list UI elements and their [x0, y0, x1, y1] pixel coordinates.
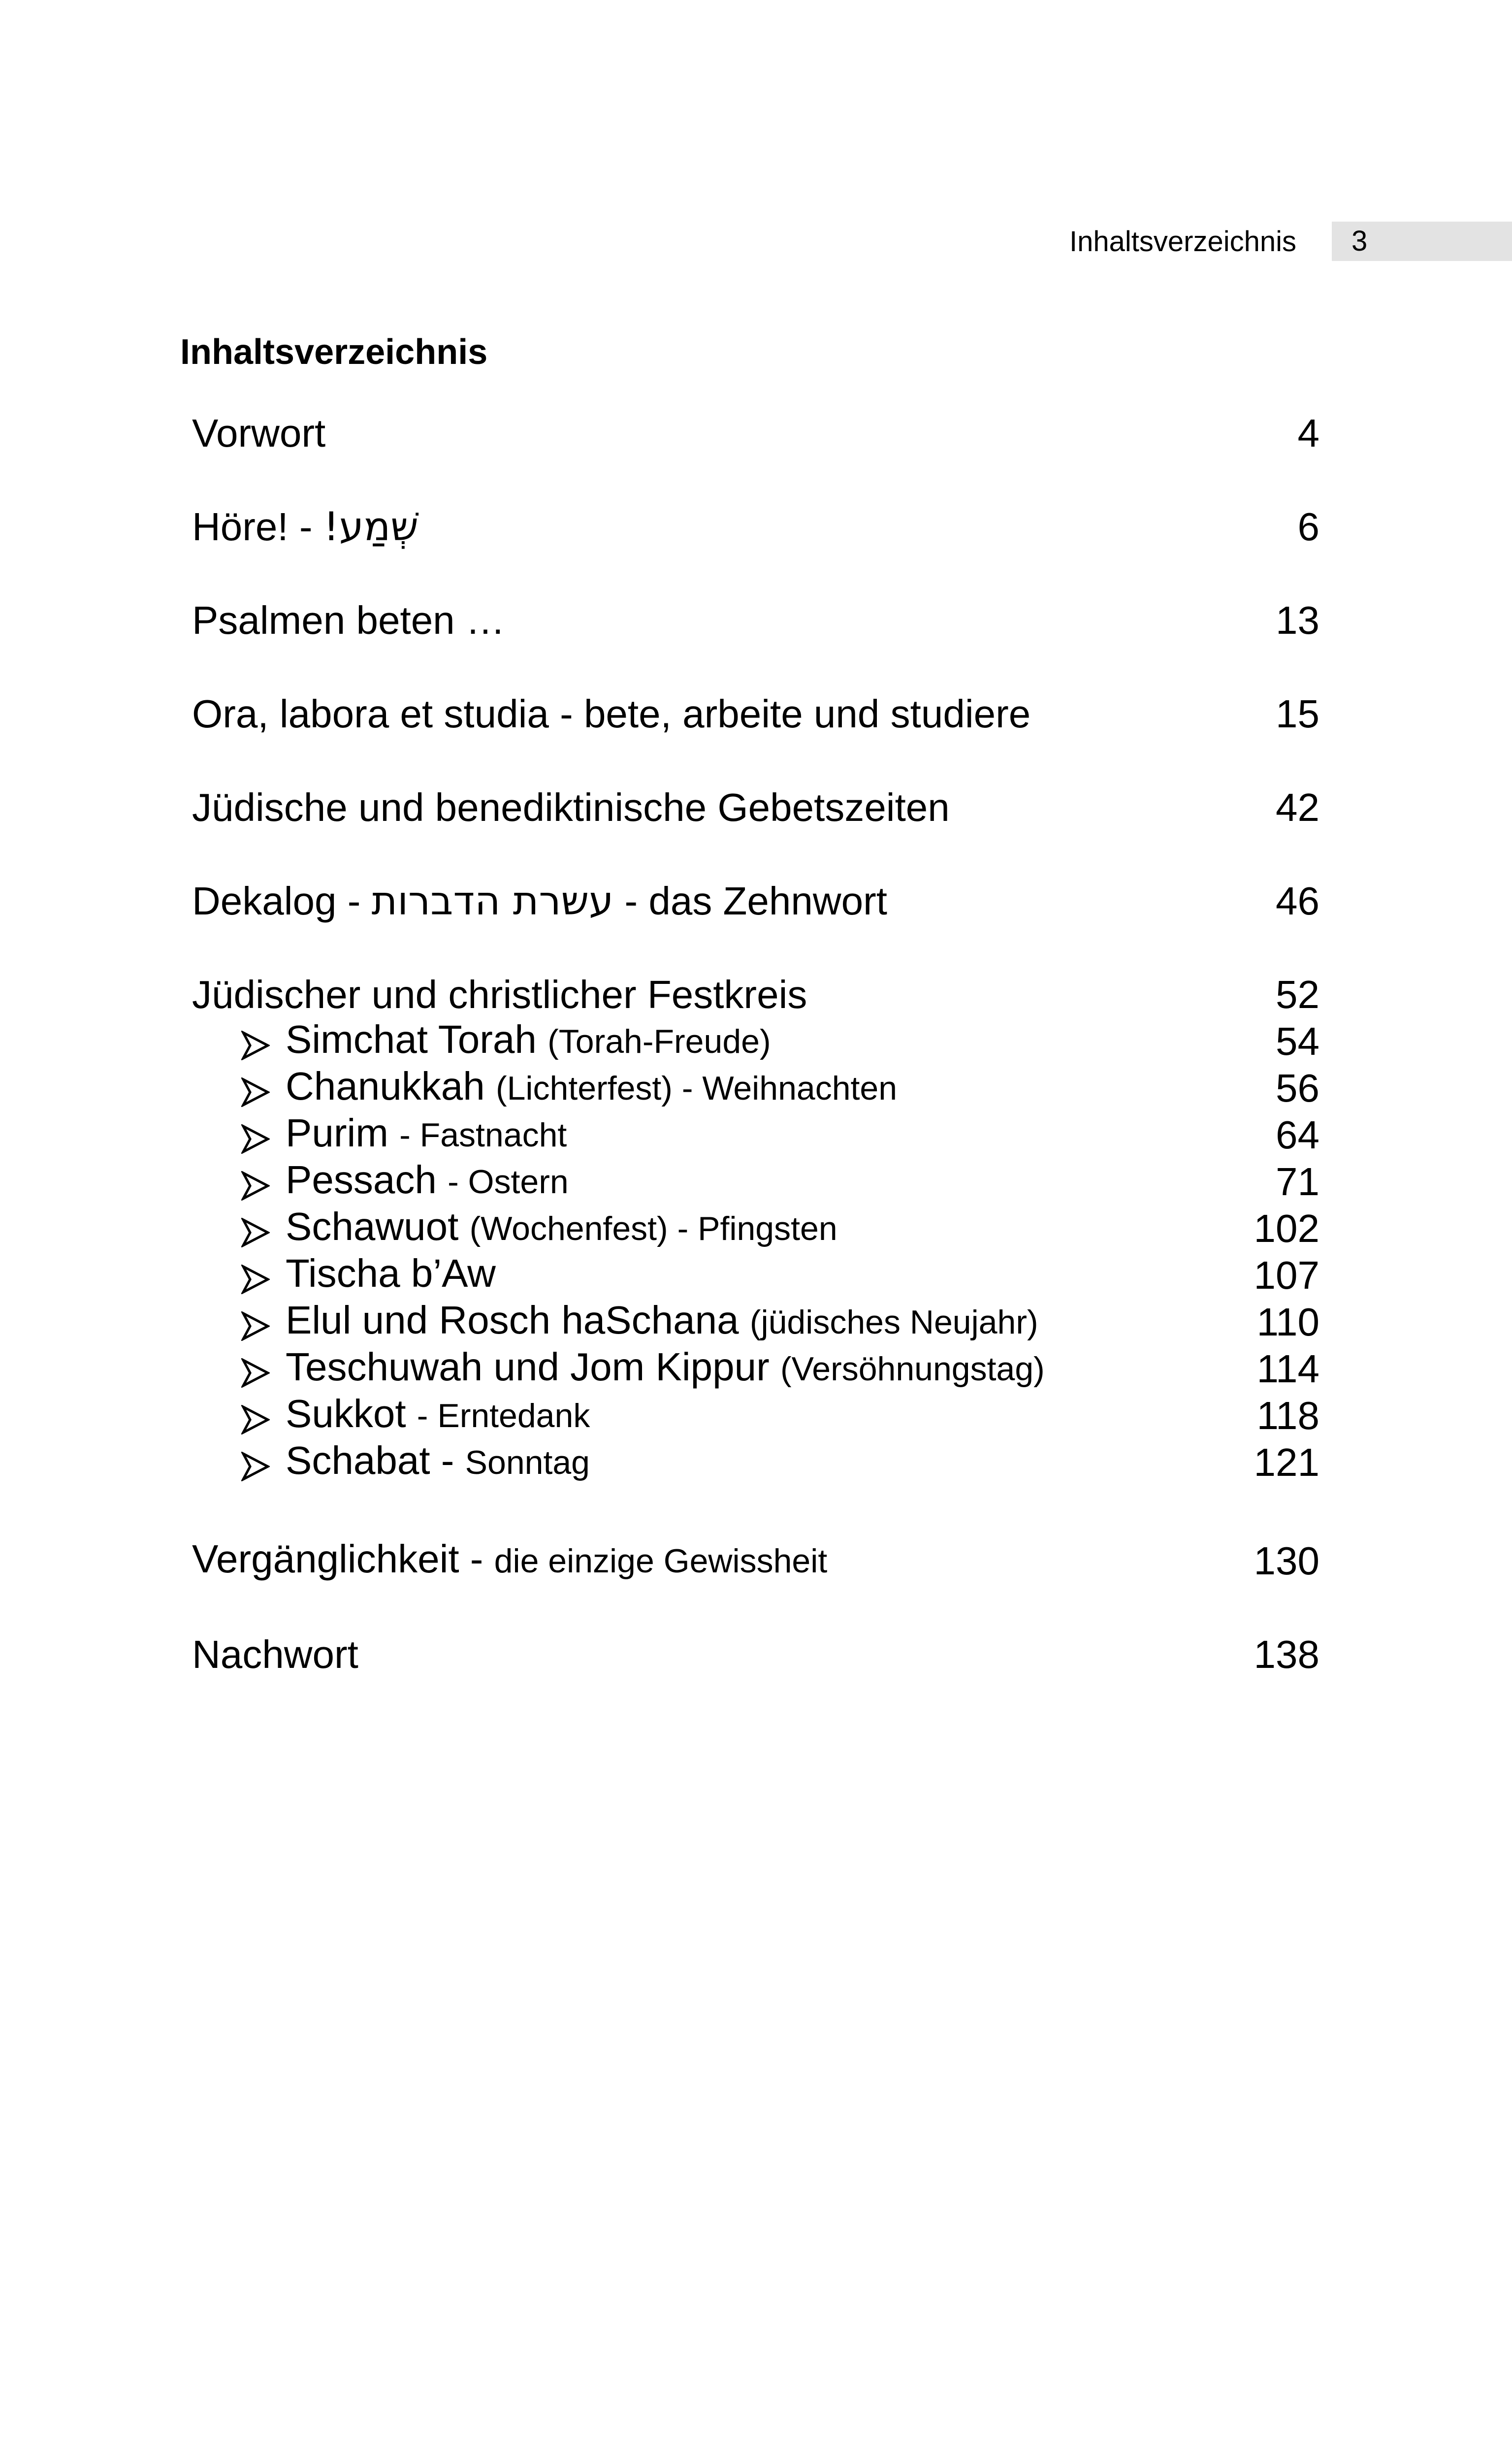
toc-subentry-page: 121	[1254, 1440, 1319, 1484]
toc-entry-page: 13	[1276, 598, 1319, 642]
arrowhead-bullet-icon	[241, 1124, 270, 1154]
toc-entry-title: Höre! - שְׁמַע!	[192, 504, 418, 550]
running-header-title: Inhaltsverzeichnis	[1069, 226, 1296, 258]
toc-subentry-page: 64	[1276, 1113, 1319, 1157]
toc-entry-title: Jüdische und benediktinische Gebetszeiten	[192, 785, 950, 829]
toc-subentry-page: 56	[1276, 1066, 1319, 1110]
toc-entry-title: Dekalog - עשרת הדברות - das Zehnwort	[192, 878, 888, 924]
toc-subentry-title: Simchat Torah (Torah-Freude)	[286, 1017, 771, 1061]
toc-entry-gebetszeiten[interactable]	[192, 785, 1319, 837]
arrowhead-bullet-icon	[241, 1031, 270, 1060]
toc-heading: Inhaltsverzeichnis	[180, 332, 488, 372]
toc-subentry-title: Chanukkah (Lichterfest) - Weihnachten	[286, 1064, 898, 1108]
toc-entry-page: 15	[1276, 692, 1319, 736]
hebrew-text: שְׁמַע!	[323, 504, 418, 550]
toc-subentry-title: Schabat - Sonntag	[286, 1438, 590, 1482]
toc-subentry-page: 54	[1276, 1019, 1319, 1063]
toc-subentry-title: Purim - Fastnacht	[286, 1111, 567, 1155]
toc-subentry-page: 118	[1256, 1394, 1319, 1437]
arrowhead-bullet-icon	[241, 1452, 270, 1481]
toc-subentry-title: Elul und Rosch haSchana (jüdisches Neujahr)	[286, 1298, 1038, 1342]
toc-subentry-page: 71	[1276, 1160, 1319, 1204]
toc-subentry-schabat[interactable]	[241, 1438, 1319, 1492]
hebrew-text: עשרת הדברות	[371, 878, 614, 924]
toc-subentry-title: Tischa b’Aw	[286, 1251, 496, 1295]
toc-entry-page: 130	[1254, 1539, 1319, 1583]
arrowhead-bullet-icon	[241, 1358, 270, 1388]
toc-entry-title: Vergänglichkeit - die einzige Gewissheit	[192, 1537, 828, 1581]
toc-entry-title: Ora, labora et studia - bete, arbeite und studiere	[192, 692, 1031, 736]
arrowhead-bullet-icon	[241, 1218, 270, 1247]
toc-entry-page: 4	[1297, 411, 1319, 455]
toc-entry-page: 52	[1276, 973, 1319, 1016]
toc-entry-vorwort[interactable]	[192, 411, 1319, 463]
toc-entry-title: Nachwort	[192, 1632, 358, 1676]
toc-subentry-page: 114	[1256, 1347, 1319, 1391]
toc-entry-hoere[interactable]	[192, 504, 1319, 556]
toc-subentry-title: Teschuwah und Jom Kippur (Versöhnungstag)	[286, 1345, 1045, 1389]
page-number-badge: 3	[1332, 222, 1512, 261]
toc-entry-title: Vorwort	[192, 411, 326, 455]
toc-entry-dekalog[interactable]	[192, 878, 1319, 931]
arrowhead-bullet-icon	[241, 1077, 270, 1107]
toc-subentry-page: 110	[1256, 1300, 1319, 1344]
toc-subentry-title: Schawuot (Wochenfest) - Pfingsten	[286, 1205, 837, 1248]
toc-entry-title: Jüdischer und christlicher Festkreis	[192, 973, 807, 1016]
arrowhead-bullet-icon	[241, 1265, 270, 1294]
toc-entry-page: 46	[1276, 879, 1319, 923]
toc-subentry-page: 102	[1254, 1206, 1319, 1250]
toc-entry-ora-labora[interactable]	[192, 694, 1319, 744]
arrowhead-bullet-icon	[241, 1311, 270, 1341]
toc-subentry-page: 107	[1254, 1253, 1319, 1297]
arrowhead-bullet-icon	[241, 1405, 270, 1434]
toc-entry-page: 6	[1297, 505, 1319, 549]
running-header	[1034, 222, 1512, 261]
arrowhead-bullet-icon	[241, 1171, 270, 1201]
toc-entry-vergaenglichkeit[interactable]	[192, 1537, 1319, 1591]
toc-entry-page: 42	[1276, 785, 1319, 829]
toc-entry-page: 138	[1254, 1632, 1319, 1676]
toc-entry-psalmen[interactable]	[192, 598, 1319, 650]
toc-entry-title: Psalmen beten …	[192, 598, 505, 642]
toc-subentry-title: Pessach - Ostern	[286, 1158, 569, 1202]
toc-subentry-title: Sukkot - Erntedank	[286, 1392, 590, 1435]
toc-entry-nachwort[interactable]	[192, 1632, 1319, 1684]
